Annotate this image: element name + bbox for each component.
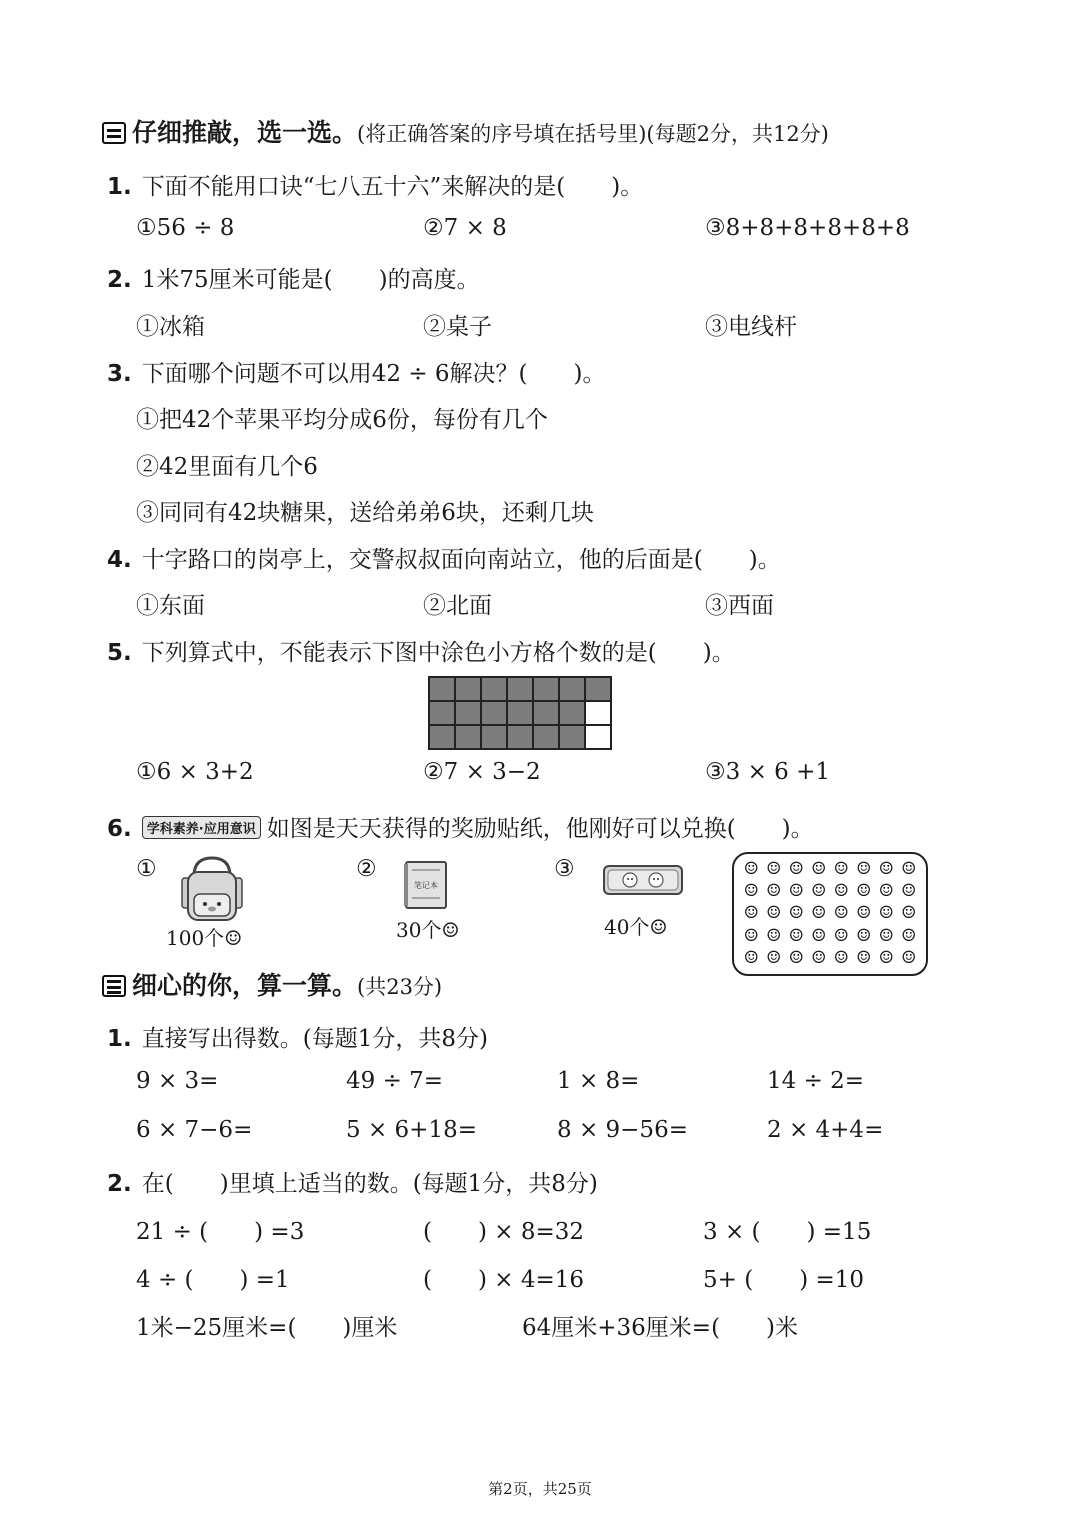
q4-option-3[interactable]: ③西面: [705, 593, 774, 619]
sticker-smiley-icon: ☺: [878, 925, 894, 946]
q2-option-2[interactable]: ②桌子: [423, 314, 492, 340]
question-number: 1.: [107, 1026, 132, 1052]
sticker-smiley-icon: ☺: [743, 925, 759, 946]
sticker-smiley-icon: ☺: [878, 903, 894, 924]
sticker-smiley-icon: ☺: [856, 903, 872, 924]
section1-header: [102, 113, 829, 149]
backpack-icon[interactable]: [172, 854, 252, 924]
price-text: 40个: [604, 915, 650, 939]
competency-tag: 学科素养·应用意识: [142, 816, 261, 839]
sticker-smiley-icon: ☺: [766, 948, 782, 969]
sticker-smiley-icon: ☺: [833, 925, 849, 946]
question-number: 3.: [107, 361, 132, 387]
equation[interactable]: 1 × 8=: [557, 1068, 640, 1094]
q6-price-2: [396, 914, 459, 943]
sticker-smiley-icon: ☺: [743, 881, 759, 902]
question-text: 下面哪个问题不可以用42 ÷ 6解决？( )。: [141, 361, 606, 387]
q2-option-3[interactable]: ③电线杆: [705, 314, 797, 340]
sticker-smiley-icon: ☺: [901, 858, 917, 879]
sticker-smiley-icon: ☺: [833, 858, 849, 879]
q3-option-3[interactable]: ③同同有42块糖果，送给弟弟6块，还剩几块: [136, 500, 594, 526]
q3-option-1[interactable]: ①把42个苹果平均分成6份，每份有几个: [136, 407, 548, 433]
sticker-smiley-icon: ☺: [788, 948, 804, 969]
sticker-smiley-icon: ☺: [788, 881, 804, 902]
sticker-smiley-icon: ☺: [901, 948, 917, 969]
sticker-smiley-icon: ☺: [811, 881, 827, 902]
sticker-smiley-icon: ☺: [811, 925, 827, 946]
section2-header: [102, 966, 442, 1002]
q5-option-1[interactable]: ①6 × 3+2: [136, 759, 254, 785]
sticker-smiley-icon: ☺: [743, 903, 759, 924]
q4-option-2[interactable]: ②北面: [423, 593, 492, 619]
question-number: 4.: [107, 547, 132, 573]
fill-blank[interactable]: ( ) × 8=32: [423, 1219, 585, 1245]
q5-option-3[interactable]: ③3 × 6 +1: [705, 759, 830, 785]
question-text: 下列算式中，不能表示下图中涂色小方格个数的是( )。: [141, 640, 735, 666]
sticker-smiley-icon: ☺: [766, 903, 782, 924]
question-text: 1米75厘米可能是( )的高度。: [141, 267, 480, 293]
sticker-smiley-icon: ☺: [833, 948, 849, 969]
question-number: 2.: [107, 1171, 132, 1197]
section-number-icon: [102, 975, 126, 997]
q6-option-3-mark[interactable]: ③: [554, 856, 575, 882]
equation[interactable]: 5 × 6+18=: [346, 1117, 477, 1143]
notebook-icon[interactable]: [402, 858, 452, 912]
sticker-smiley-icon: ☺: [766, 858, 782, 879]
sticker-smiley-icon: ☺: [901, 925, 917, 946]
q6-option-2-mark[interactable]: ②: [356, 856, 377, 882]
sticker-smiley-icon: ☺: [856, 925, 872, 946]
fill-blank[interactable]: 3 × ( ) =15: [703, 1219, 872, 1245]
calc-question-1: [107, 1020, 488, 1053]
question-3: [107, 355, 606, 388]
sticker-board: [732, 852, 928, 976]
sticker-smiley-icon: ☺: [811, 858, 827, 879]
section2-note: (共23分): [357, 975, 443, 999]
question-number: 2.: [107, 267, 132, 293]
sticker-smiley-icon: ☺: [788, 903, 804, 924]
sticker-smiley-icon: ☺: [878, 858, 894, 879]
q3-option-2[interactable]: ②42里面有几个6: [136, 454, 318, 480]
sticker-smiley-icon: ☺: [811, 948, 827, 969]
sticker-smiley-icon: ☺: [833, 903, 849, 924]
fill-blank[interactable]: 21 ÷ ( ) =3: [136, 1219, 305, 1245]
q6-price-1: [166, 922, 242, 951]
shaded-square-grid: [428, 676, 612, 750]
section1-title: 仔细推敲，选一选。: [132, 118, 358, 147]
fill-blank[interactable]: 4 ÷ ( ) =1: [136, 1267, 290, 1293]
sticker-smiley-icon: ☺: [766, 925, 782, 946]
q1-option-2[interactable]: ②7 × 8: [423, 215, 507, 241]
equation[interactable]: 49 ÷ 7=: [346, 1068, 444, 1094]
sticker-smiley-icon: ☺: [833, 881, 849, 902]
question-6: [107, 810, 814, 843]
pencil-case-icon[interactable]: [602, 860, 684, 900]
sticker-smiley-icon: ☺: [766, 881, 782, 902]
calc-question-2: [107, 1165, 598, 1198]
equation[interactable]: 9 × 3=: [136, 1068, 219, 1094]
section-number-icon: [102, 122, 126, 144]
question-text: 下面不能用口诀“七八五十六”来解决的是( )。: [141, 174, 644, 200]
equation[interactable]: 8 × 9−56=: [557, 1117, 688, 1143]
question-text: 直接写出得数。(每题1分，共8分): [141, 1026, 488, 1052]
sticker-smiley-icon: ☺: [743, 858, 759, 879]
sticker-smiley-icon: ☺: [856, 881, 872, 902]
fill-blank[interactable]: 64厘米+36厘米=( )米: [522, 1315, 799, 1341]
price-text: 100个: [166, 926, 225, 950]
fill-blank[interactable]: ( ) × 4=16: [423, 1267, 585, 1293]
fill-blank[interactable]: 5+ ( ) =10: [703, 1267, 865, 1293]
equation[interactable]: 2 × 4+4=: [767, 1117, 884, 1143]
equation[interactable]: 14 ÷ 2=: [767, 1068, 865, 1094]
q1-option-3[interactable]: ③8+8+8+8+8+8: [705, 215, 910, 241]
equation[interactable]: 6 × 7−6=: [136, 1117, 253, 1143]
q1-option-1[interactable]: ①56 ÷ 8: [136, 215, 235, 241]
sticker-smiley-icon: ☺: [788, 858, 804, 879]
question-4: [107, 541, 781, 574]
sticker-smiley-icon: ☺: [811, 903, 827, 924]
sticker-smiley-icon: ☺: [856, 858, 872, 879]
question-number: 5.: [107, 640, 132, 666]
question-number: 1.: [107, 174, 132, 200]
smiley-icon: ☺: [441, 918, 460, 942]
section1-note: (将正确答案的序号填在括号里)(每题2分，共12分): [357, 122, 829, 146]
question-5: [107, 634, 735, 667]
sticker-smiley-icon: ☺: [788, 925, 804, 946]
q6-price-3: [604, 911, 667, 940]
smiley-icon: ☺: [224, 926, 243, 950]
question-number: 6.: [107, 816, 132, 842]
smiley-icon: ☺: [649, 915, 668, 939]
fill-blank[interactable]: 1米−25厘米=( )厘米: [136, 1315, 398, 1341]
sticker-smiley-icon: ☺: [901, 881, 917, 902]
sticker-smiley-icon: ☺: [856, 948, 872, 969]
sticker-smiley-icon: ☺: [901, 903, 917, 924]
section2-title: 细心的你，算一算。: [132, 971, 358, 1000]
q6-option-1-mark[interactable]: ①: [136, 856, 157, 882]
question-1: [107, 168, 643, 201]
q5-option-2[interactable]: ②7 × 3−2: [423, 759, 541, 785]
price-text: 30个: [396, 918, 442, 942]
q2-option-1[interactable]: ①冰箱: [136, 314, 205, 340]
question-2: [107, 261, 480, 294]
question-text: 在( )里填上适当的数。(每题1分，共8分): [141, 1171, 598, 1197]
question-text: 十字路口的岗亭上，交警叔叔面向南站立，他的后面是( )。: [141, 547, 781, 573]
q4-option-1[interactable]: ①东面: [136, 593, 205, 619]
notebook-label: 笔记本: [414, 881, 438, 890]
sticker-smiley-icon: ☺: [878, 948, 894, 969]
sticker-smiley-icon: ☺: [878, 881, 894, 902]
question-text: 如图是天天获得的奖励贴纸，他刚好可以兑换( )。: [266, 816, 814, 842]
page-footer: 第2页，共25页: [488, 1480, 592, 1498]
sticker-smiley-icon: ☺: [743, 948, 759, 969]
